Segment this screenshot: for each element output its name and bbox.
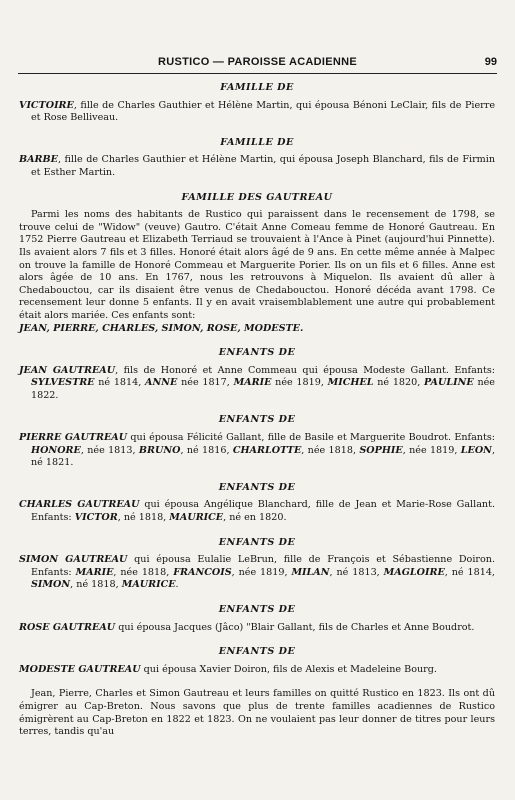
running-title: RUSTICO — PAROISSE ACADIENNE — [157, 56, 358, 68]
section-enfants — [19, 347, 495, 402]
family-name: VICTOIRE — [19, 99, 74, 111]
person-name: MODESTE GAUTREAU — [19, 663, 141, 675]
section-barbe — [19, 137, 495, 180]
person-name: MICHEL — [327, 377, 374, 389]
person-name: MAURICE — [121, 579, 176, 591]
section-heading: FAMILLE DE — [220, 136, 294, 148]
paragraph-text: , né 1821. — [31, 444, 496, 469]
person-name: MILAN — [291, 566, 330, 578]
section-enfants — [19, 646, 495, 676]
person-name: SYLVESTRE — [31, 377, 95, 389]
section-enfants — [19, 482, 495, 525]
person-name: MARIE — [233, 377, 272, 389]
person-name: CHARLES GAUTREAU — [19, 499, 140, 511]
family-name: BARBE — [19, 154, 58, 166]
gautreau-paragraph: Parmi les noms des habitants de Rustico qui paraissent dans le recensement de 1798, se trouve celui de "Widow" (veuve) Gautro. C'était Anne Comeau femme de Honoré Gautreau. En 1752 Pierre Gautreau et Elizabeth Terriaud se trouvaient à l'Ance à Pinet (aujourd'hui Pinnette). Ils avaient alors 7 fils et 3 filles. Honoré était alors âgé de 9 ans. En cette même année à Malpec on trouve la famille de Honoré Commeau et Marguerite Porier. Ils on un fils et 6 filles. Anne est alors âgée de 10 ans. En 1767, nous les retrouvons à Miquelon. Ils avaient dû aller à Chedabouctou, car ils disaient être venus de Chedabouctou. Honoré décéda avant 1798. Ce recensement leur donne 5 enfants. Il y en avait vraisemblablement une autre qui probablement était alors mariée. Ces enfants sont: — [19, 209, 495, 321]
page-number: 99 — [484, 56, 497, 68]
paragraph-text: , née 1818, — [301, 444, 360, 456]
family-paragraph — [19, 622, 495, 635]
section-enfants — [19, 537, 495, 592]
person-name: PIERRE GAUTREAU — [19, 432, 128, 444]
children-list: JEAN, PIERRE, CHARLES, SIMON, ROSE, MODESTE. — [19, 322, 304, 334]
family-paragraph — [19, 432, 495, 470]
family-paragraph — [19, 100, 495, 125]
closing-paragraph: Jean, Pierre, Charles et Simon Gautreau et leurs familles on quitté Rustico en 1823. Ils ont dû émigrer au Cap-Breton. Nous savons que plus de trente familles acadiennes de Rustico émigrèrent au Cap-Breton en 1822 et 1823. On ne voulaient pas leur donner de titres pour leurs terres, tandis qu'au — [19, 688, 495, 738]
paragraph-text: , né en 1820. — [223, 512, 287, 524]
person-name: LEON — [460, 444, 492, 456]
person-name: HONORE — [31, 444, 81, 456]
person-name: FRANCOIS — [173, 566, 232, 578]
paragraph-text: , née 1818, — [113, 566, 174, 578]
section-heading: ENFANTS DE — [218, 604, 296, 615]
section-heading: ENFANTS DE — [218, 536, 296, 548]
paragraph-text: qui épousa Jacques (Jâco) "Blair Gallant, fils de Charles et Anne Boudrot. — [115, 621, 475, 633]
paragraph-text: qui épousa Xavier Doiron, fils de Alexis et Madeleine Bourg. — [140, 663, 437, 675]
paragraph-text: née 1819, — [271, 377, 328, 389]
paragraph-text: qui épousa Félicité Gallant, fille de Basile et Marguerite Boudrot. Enfants: — [127, 432, 495, 444]
section-heading: FAMILLE DES GAUTREAU — [181, 191, 333, 203]
header-rule — [18, 73, 497, 74]
paragraph-text: née 1817, — [177, 377, 234, 389]
person-name: CHARLOTTE — [232, 444, 302, 456]
running-header — [18, 56, 497, 72]
paragraph-text: , née 1813, — [80, 444, 139, 456]
section-heading: FAMILLE DE — [220, 82, 294, 93]
enfants-sections — [19, 347, 495, 676]
paragraph-text: qui épousa Eulalie LeBrun, fille de François et Sébastienne Doiron. Enfants: — [31, 554, 495, 578]
person-name: MARIE — [75, 566, 114, 578]
person-name: JEAN GAUTREAU — [19, 364, 116, 376]
person-name: VICTOR — [74, 512, 118, 524]
person-name: ROSE GAUTREAU — [19, 621, 116, 633]
person-name: MAURICE — [169, 512, 224, 524]
person-name: SIMON — [31, 579, 71, 591]
section-heading: ENFANTS DE — [218, 414, 296, 426]
section-heading: ENFANTS DE — [218, 646, 296, 658]
family-paragraph — [19, 499, 495, 524]
person-name: BRUNO — [138, 444, 181, 456]
section-heading: ENFANTS DE — [218, 481, 296, 493]
section-enfants — [19, 604, 495, 634]
family-paragraph — [19, 154, 495, 179]
paragraph-text: , fils de Honoré et Anne Commeau qui épousa Modeste Gallant. Enfants: — [115, 364, 495, 376]
paragraph-text: , né 1818, — [117, 512, 170, 524]
family-paragraph — [19, 554, 495, 592]
paragraph-text: , né 1814, — [444, 566, 495, 578]
section-gautreau — [19, 192, 495, 336]
paragraph-text: , né 1816, — [180, 444, 233, 456]
family-text: , fille de Charles Gauthier et Hélène Martin, qui épousa Bénoni LeClair, fils de Pierre et Rose Belliveau. — [31, 99, 495, 124]
section-heading: ENFANTS DE — [218, 347, 296, 359]
family-text: , fille de Charles Gauthier et Hélène Martin, qui épousa Joseph Blanchard, fils de Firmin et Esther Martin. — [31, 154, 495, 178]
person-name: SIMON GAUTREAU — [19, 554, 128, 566]
paragraph-text: né 1814, — [94, 377, 146, 389]
person-name: SOPHIE — [359, 444, 403, 456]
paragraph-text: , né 1818, — [70, 579, 122, 591]
paragraph-text: , née 1819, — [231, 566, 292, 578]
section-victoire — [19, 82, 495, 125]
section-enfants — [19, 414, 495, 469]
person-name: PAULINE — [424, 377, 474, 389]
paragraph-text: , né 1813, — [329, 566, 384, 578]
person-name: ANNE — [145, 377, 178, 389]
paragraph-text: , née 1819, — [402, 444, 461, 456]
paragraph-text: . — [175, 579, 179, 591]
family-paragraph — [19, 365, 495, 403]
paragraph-text: née 1822. — [31, 377, 495, 401]
paragraph-text: né 1820, — [373, 377, 425, 389]
page-body — [19, 82, 495, 751]
family-paragraph — [19, 664, 495, 677]
paragraph-text: qui épousa Angélique Blanchard, fille de Jean et Marie-Rose Gallant. Enfants: — [31, 499, 495, 524]
person-name: MAGLOIRE — [383, 566, 445, 578]
